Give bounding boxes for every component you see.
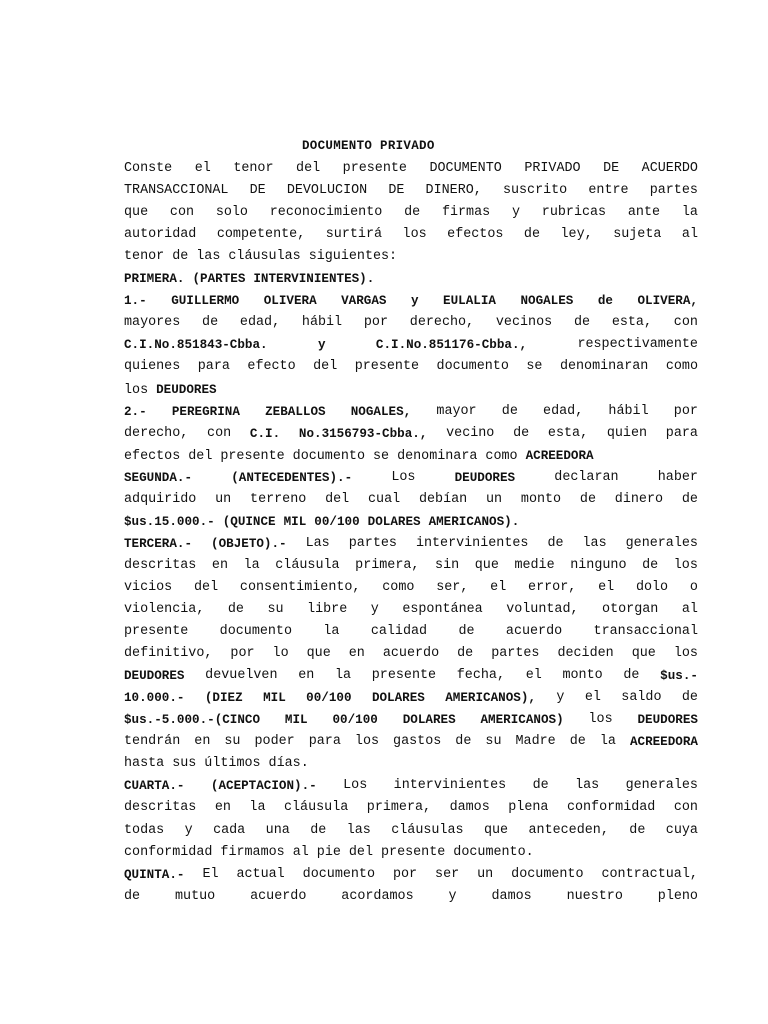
text-line: TERCERA.- (OBJETO).- Las partes intervinientes de las generales	[124, 535, 698, 551]
text-line: vicios del consentimiento, como ser, el error, el dolo o	[124, 579, 698, 595]
text-line: quienes para efecto del presente documento se denominaran como	[124, 359, 698, 375]
text-line: los DEUDORES	[124, 382, 217, 398]
text-line: tenor de las cláusulas siguientes:	[124, 249, 398, 265]
text-line: que con solo reconocimiento de firmas y rubricas ante la	[124, 205, 698, 221]
text-line: QUINTA.- El actual documento por ser un documento contractual,	[124, 866, 698, 882]
text-line: $us.-5.000.-(CINCO MIL 00/100 DOLARES AMERICANOS) los DEUDORES	[124, 712, 698, 728]
text-line: Conste el tenor del presente DOCUMENTO PRIVADO DE ACUERDO	[124, 161, 698, 176]
text-line: autoridad competente, surtirá los efectos de ley, sujeta al	[124, 227, 698, 243]
text-line: todas y cada una de las cláusulas que anteceden, de cuya	[124, 822, 698, 838]
text-line: SEGUNDA.- (ANTECEDENTES).- Los DEUDORES declaran haber	[124, 469, 698, 485]
text-line: descritas en la cláusula primera, sin que medie ninguno de los	[124, 557, 698, 573]
text-line: PRIMERA. (PARTES INTERVINIENTES).	[124, 272, 375, 287]
text-line: mayores de edad, hábil por derecho, vecinos de esta, con	[124, 315, 698, 331]
text-line: derecho, con C.I. No.3156793-Cbba., vecino de esta, quien para	[124, 425, 698, 441]
text-line: 1.- GUILLERMO OLIVERA VARGAS y EULALIA NOGALES de OLIVERA,	[124, 294, 698, 309]
text-line: CUARTA.- (ACEPTACION).- Los intervinientes de las generales	[124, 778, 698, 794]
document-title: DOCUMENTO PRIVADO	[302, 139, 435, 153]
text-line: hasta sus últimos días.	[124, 756, 309, 772]
text-line: descritas en la cláusula primera, damos plena conformidad con	[124, 800, 698, 816]
text-line: de mutuo acuerdo acordamos y damos nuestro pleno	[124, 888, 698, 904]
text-line: TRANSACCIONAL DE DEVOLUCION DE DINERO, suscrito entre partes	[124, 183, 698, 199]
text-line: definitivo, por lo que en acuerdo de partes deciden que los	[124, 646, 698, 662]
text-line: 10.000.- (DIEZ MIL 00/100 DOLARES AMERICANOS), y el saldo de	[124, 690, 698, 706]
text-line: C.I.No.851843-Cbba. y C.I.No.851176-Cbba., respectivamente	[124, 337, 698, 353]
text-line: presente documento la calidad de acuerdo transaccional	[124, 624, 698, 640]
text-line: $us.15.000.- (QUINCE MIL 00/100 DOLARES AMERICANOS).	[124, 514, 520, 529]
text-line: 2.- PEREGRINA ZEBALLOS NOGALES, mayor de edad, hábil por	[124, 403, 698, 419]
text-line: DEUDORES devuelven en la presente fecha, el monto de $us.-	[124, 668, 698, 684]
text-line: conformidad firmamos al pie del presente documento.	[124, 844, 534, 860]
text-line: adquirido un terreno del cual debían un monto de dinero de	[124, 491, 698, 507]
text-line: efectos del presente documento se denominara como ACREEDORA	[124, 448, 594, 464]
text-line: tendrán en su poder para los gastos de su Madre de la ACREEDORA	[124, 734, 698, 750]
text-line: violencia, de su libre y espontánea voluntad, otorgan al	[124, 602, 698, 617]
